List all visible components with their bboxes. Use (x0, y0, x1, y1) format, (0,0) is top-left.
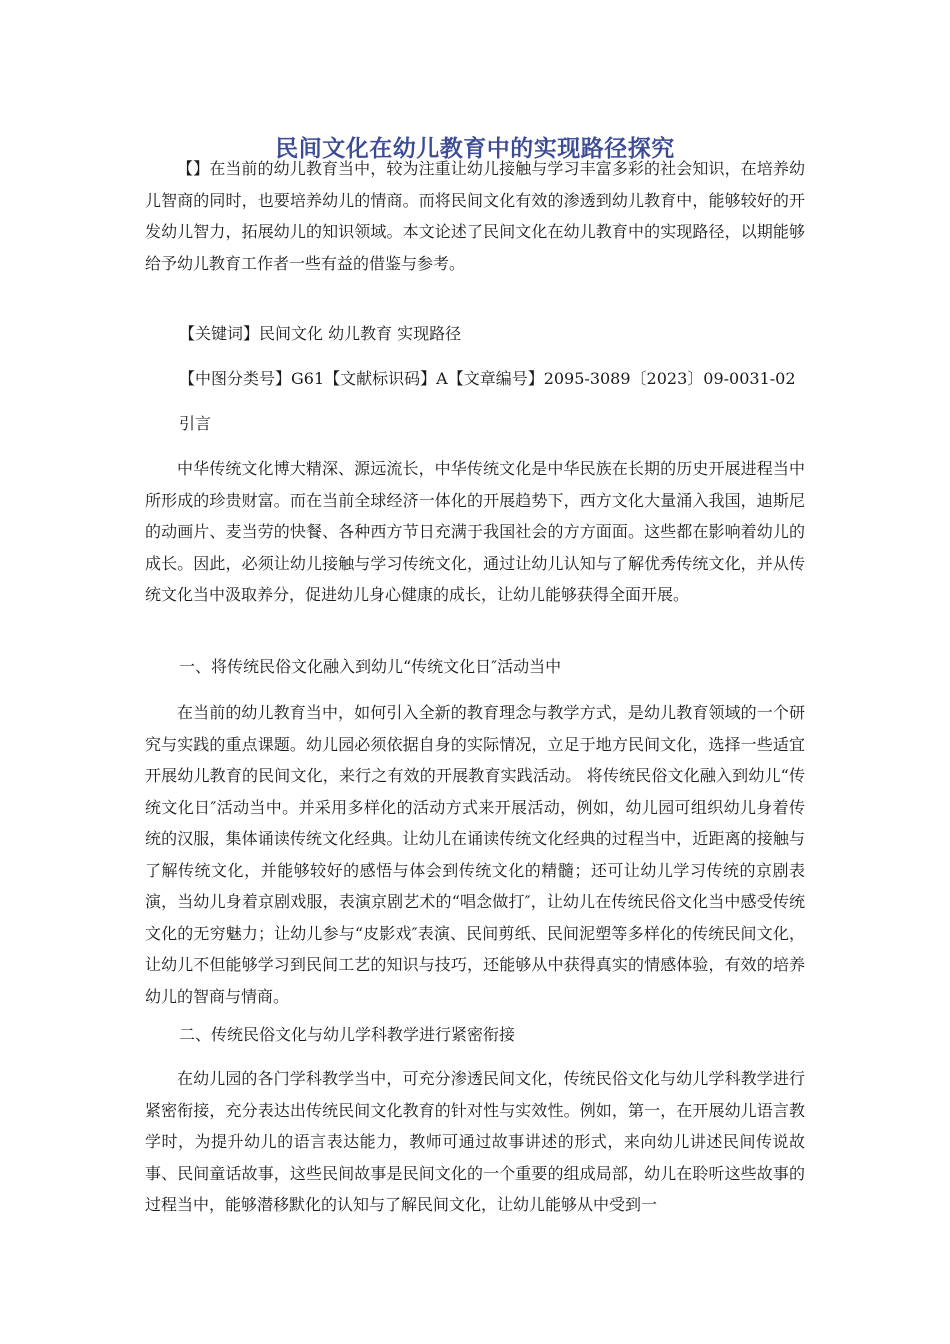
intro-heading: 引言 (179, 414, 212, 433)
classification-line: 【中图分类号】G61【文献标识码】A【文章编号】2095-3089〔2023〕09-0031-02 (179, 369, 796, 388)
section1-paragraph: 在当前的幼儿教育当中，如何引入全新的教育理念与教学方式，是幼儿教育领域的一个研究与实践的重点课题。幼儿园必须依据自身的实际情况，立足于地方民间文化，选择一些适宜开展幼儿教育的民间文化，来行之有效的开展教育实践活动。 将传统民俗文化融入到幼儿“传统文化日″活动当中。并采用多样化的活动方式来开展活动，例如，幼儿园可组织幼儿身着传统的汉服，集体诵读传统文化经典。让幼儿在诵读传统文化经典的过程当中，近距离的接触与了解传统文化，并能够较好的感悟与体会到传统文化的精髓；还可让幼儿学习传统的京剧表演，当幼儿身着京剧戏服，表演京剧艺术的“唱念做打″，让幼儿在传统民俗文化当中感受传统文化的无穷魅力；让幼儿参与“皮影戏″表演、民间剪纸、民间泥塑等多样化的传统民间文化，让幼儿不但能够学习到民间工艺的知识与技巧，还能够从中获得真实的情感体验，有效的培养幼儿的智商与情商。 (145, 703, 805, 1006)
section2-heading: 二、传统民俗文化与幼儿学科教学进行紧密衔接 (179, 1025, 516, 1044)
article-title: 民间文化在幼儿教育中的实现路径探究 (275, 136, 675, 162)
section2-paragraph: 在幼儿园的各门学科教学当中，可充分渗透民间文化，传统民俗文化与幼儿学科教学进行紧密衔接，充分表达出传统民间文化教育的针对性与实效性。例如，第一，在开展幼儿语言教学时，为提升幼儿的语言表达能力，教师可通过故事讲述的形式，来向幼儿讲述民间传说故事、民间童话故事，这些民间故事是民间文化的一个重要的组成局部，幼儿在聆听这些故事的过程当中，能够潜移默化的认知与了解民间文化，让幼儿能够从中受到一 (145, 1069, 805, 1214)
keywords-line: 【关键词】民间文化 幼儿教育 实现路径 (179, 324, 462, 343)
section1-heading: 一、将传统民俗文化融入到幼儿“传统文化日″活动当中 (179, 657, 562, 676)
abstract-paragraph: 【】在当前的幼儿教育当中，较为注重让幼儿接触与学习丰富多彩的社会知识，在培养幼儿智商的同时，也要培养幼儿的情商。而将民间文化有效的渗透到幼儿教育中，能够较好的开发幼儿智力，拓展幼儿的知识领域。本文论述了民间文化在幼儿教育中的实现路径，以期能够给予幼儿教育工作者一些有益的借鉴与参考。 (145, 159, 805, 273)
intro-paragraph: 中华传统文化博大精深、源远流长，中华传统文化是中华民族在长期的历史开展进程当中所形成的珍贵财富。而在当前全球经济一体化的开展趋势下，西方文化大量涌入我国，迪斯尼的动画片、麦当劳的快餐、各种西方节日充满于我国社会的方方面面。这些都在影响着幼儿的成长。因此，必须让幼儿接触与学习传统文化，通过让幼儿认知与了解优秀传统文化，并从传统文化当中汲取养分，促进幼儿身心健康的成长，让幼儿能够获得全面开展。 (145, 459, 805, 604)
